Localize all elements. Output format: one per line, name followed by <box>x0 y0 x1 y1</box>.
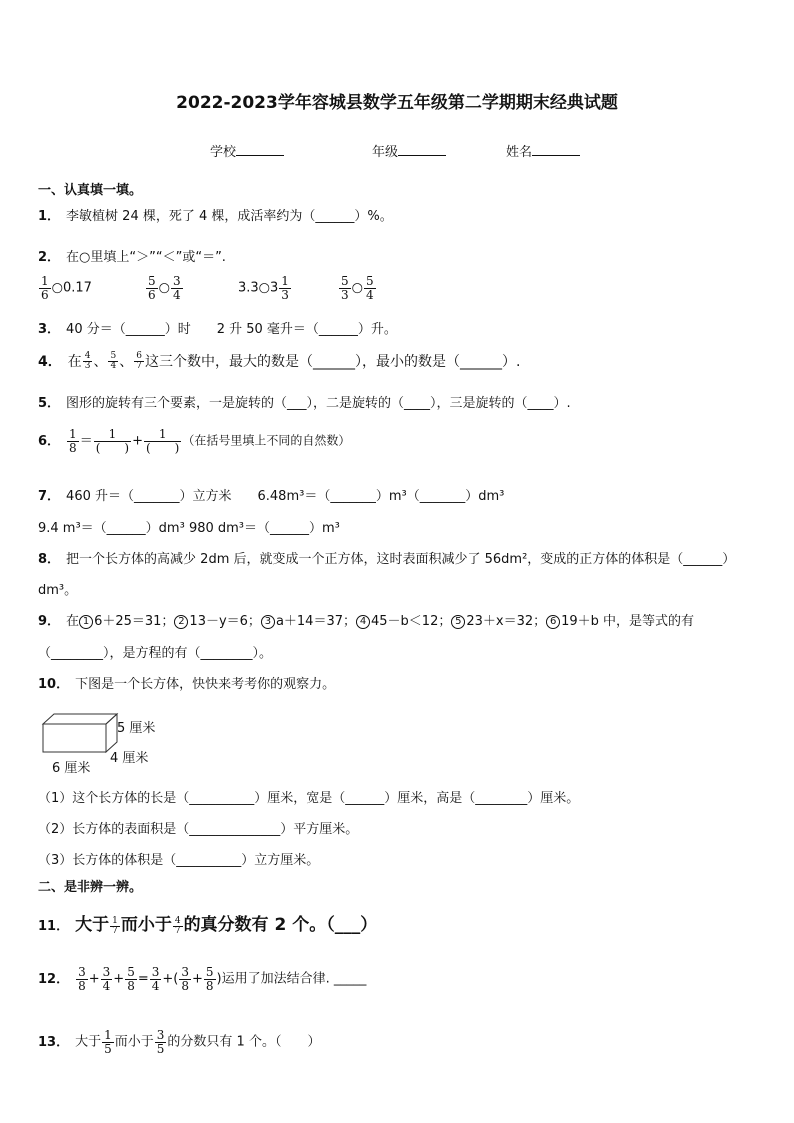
q2-item-3: 3.3○3 $\frac{1}{3}$ <box>238 274 289 302</box>
question-10-sub2: （2）长方体的表面积是（______________）平方厘米。 <box>38 822 359 837</box>
question-8-line2: dm³。 <box>38 583 78 598</box>
name-field[interactable]: 姓名 <box>506 141 580 160</box>
grade-field[interactable]: 年级 <box>372 141 446 160</box>
cuboid-length-label: 6 厘米 <box>52 761 91 776</box>
section-heading-1: 一、认真填一填。 <box>38 183 143 198</box>
cuboid-width-label: 4 厘米 <box>110 751 149 766</box>
question-5: 5． 图形的旋转有三个要素，一是旋转的（___），二是旋转的（____），三是旋转的（____）. <box>38 396 571 411</box>
question-12: 12． $\frac{3}{8}$ + $\frac{3}{4}$ + $\frac{5}{8}$ = $\frac{3}{4}$ +( $\frac{3}{8}$ + $\frac{5}{8}$ )运用了加法结合律. _____ <box>38 965 367 993</box>
section-heading-2: 二、是非辨一辨。 <box>38 880 143 895</box>
cuboid-height-label: 5 厘米 <box>117 721 156 736</box>
question-11: 11． 大于 $\frac{1}{7}$ 而小于 $\frac{4}{7}$ 的真分数有 2 个。（___） <box>38 915 378 936</box>
question-9-line2: （________），是方程的有（________）。 <box>38 646 273 661</box>
question-3: 3． 40 分＝（______）时 2 升 50 毫升＝（______）升。 <box>38 322 397 337</box>
question-4: 4． 在 $\frac{4}{3}$ 、 $\frac{5}{4}$ 、 $\frac{6}{7}$ 这三个数中，最大的数是（______），最小的数是（______）. <box>38 351 521 372</box>
question-6: 6． $\frac{1}{8}$ ＝ $\frac{1}{( )}$ + $\frac{1}{( )}$ （在括号里填上不同的自然数） <box>38 427 351 455</box>
question-13: 13． 大于 $\frac{1}{5}$ 而小于 $\frac{3}{5}$ 的分数只有 1 个。（ ） <box>38 1028 321 1056</box>
question-10: 10． 下图是一个长方体，快快来考考你的观察力。 <box>38 677 336 692</box>
question-10-sub3: （3）长方体的体积是（__________）立方厘米。 <box>38 853 320 868</box>
question-7: 7． 460 升＝（_______）立方米 6.48m³＝（_______）m³（_______）dm³ <box>38 489 505 504</box>
question-10-sub1: （1）这个长方体的长是（__________）厘米，宽是（______）厘米，高是（________）厘米。 <box>38 791 580 806</box>
q2-item-2: $\frac{5}{6}$ ○ $\frac{3}{4}$ <box>148 274 181 302</box>
question-7-line2: 9.4 m³＝（______）dm³ 980 dm³＝（______）m³ <box>38 521 340 536</box>
question-2: 2． 在○里填上“＞”“＜”或“＝”. <box>38 250 226 265</box>
q2-item-4: $\frac{5}{3}$ ○ $\frac{5}{4}$ <box>341 274 374 302</box>
cuboid-figure <box>40 712 120 754</box>
school-field[interactable]: 学校 <box>210 141 284 160</box>
page-title: 2022-2023学年容城县数学五年级第二学期期末经典试题 <box>176 93 618 113</box>
question-1: 1． 李敏植树 24 棵，死了 4 棵，成活率约为（______）%。 <box>38 209 393 224</box>
q2-item-1: $\frac{1}{6}$ ○0.17 <box>41 274 92 302</box>
question-9: 9． 在 1 6＋25＝31； 2 13－y＝6； 3 a＋14＝37； 4 45－b＜12； 5 23＋x＝32； 6 19＋b 中，是等式的有 <box>38 614 695 629</box>
question-8: 8． 把一个长方体的高减少 2dm 后，就变成一个正方体，这时表面积减少了 56dm²，变成的正方体的体积是（______） <box>38 552 736 567</box>
